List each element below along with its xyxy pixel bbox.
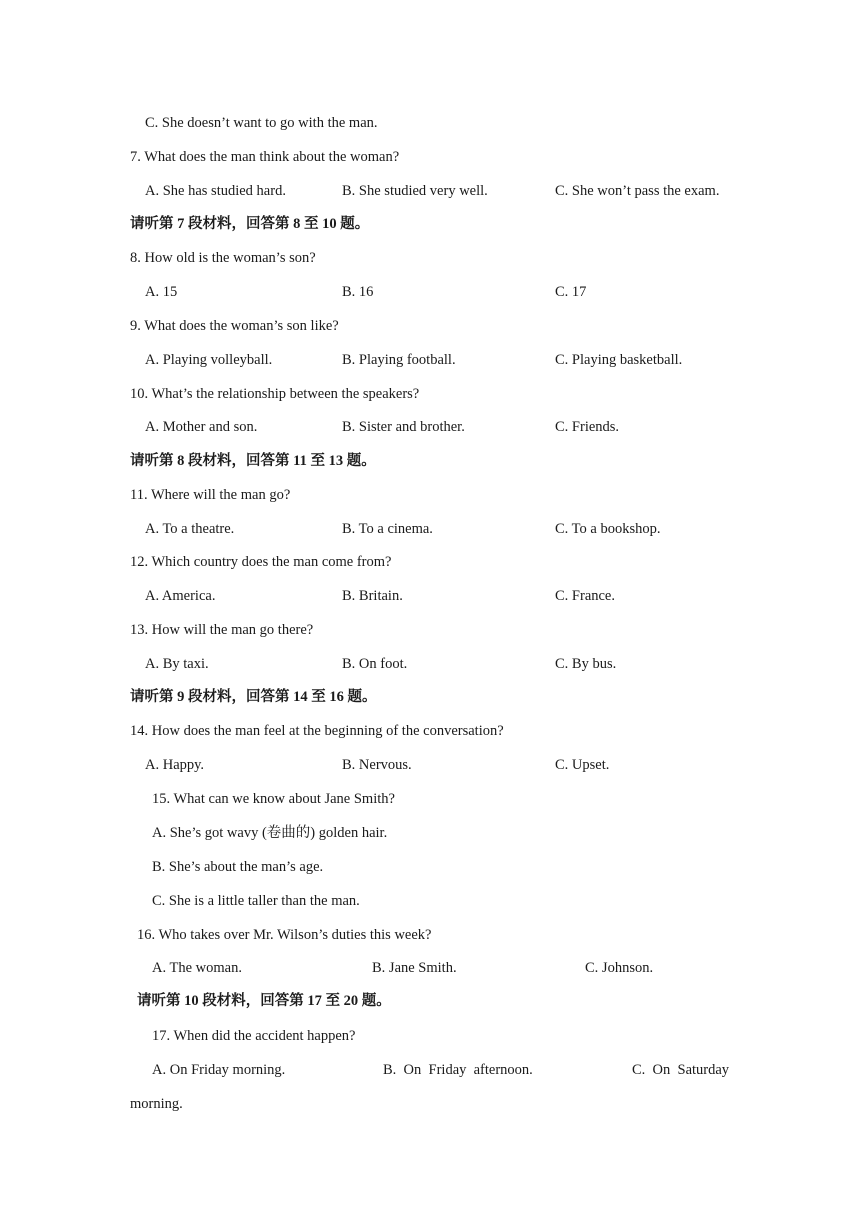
line-text: C. She doesn’t want to go with the man. bbox=[145, 115, 378, 131]
answer-option: C. Friends. bbox=[555, 419, 620, 435]
answer-option: A. Happy. bbox=[145, 757, 205, 773]
line-text: 9. What does the woman’s son like? bbox=[130, 318, 339, 334]
line-text: 请听第 9 段材料，回答第 14 至 16 题。 bbox=[130, 689, 377, 705]
line-text: 11. Where will the man go? bbox=[130, 487, 291, 503]
answer-option: B. Britain. bbox=[342, 588, 403, 604]
answer-option: A. America. bbox=[145, 588, 216, 604]
line-text: C. She is a little taller than the man. bbox=[152, 893, 360, 909]
line-text: 14. How does the man feel at the beginning of the conversation? bbox=[130, 723, 504, 739]
answer-option: A. 15 bbox=[145, 284, 178, 300]
answer-option: B. Sister and brother. bbox=[342, 419, 465, 435]
answer-option: A. On Friday morning. bbox=[152, 1062, 286, 1078]
line-text: 15. What can we know about Jane Smith? bbox=[152, 791, 395, 807]
line-text: 7. What does the man think about the woman? bbox=[130, 149, 400, 165]
answer-option: C. On Saturday bbox=[632, 1062, 730, 1078]
answer-option: A. To a theatre. bbox=[145, 521, 235, 537]
answer-option: C. France. bbox=[555, 588, 615, 604]
answer-option: C. Upset. bbox=[555, 757, 610, 773]
line-text: 8. How old is the woman’s son? bbox=[130, 250, 316, 266]
answer-option: B. To a cinema. bbox=[342, 521, 433, 537]
line-text: 17. When did the accident happen? bbox=[152, 1028, 356, 1044]
line-text: B. She’s about the man’s age. bbox=[152, 859, 324, 875]
answer-option: B. 16 bbox=[342, 284, 374, 300]
answer-option: C. To a bookshop. bbox=[555, 521, 661, 537]
line-text: 10. What’s the relationship between the speakers? bbox=[130, 386, 420, 402]
line-text: 请听第 8 段材料，回答第 11 至 13 题。 bbox=[130, 453, 376, 469]
answer-option: C. Playing basketball. bbox=[555, 352, 683, 368]
line-text: A. She’s got wavy (卷曲的) golden hair. bbox=[152, 825, 388, 841]
line-text: 请听第 10 段材料，回答第 17 至 20 题。 bbox=[137, 993, 391, 1009]
answer-option: C. 17 bbox=[555, 284, 587, 300]
answer-option: B. Playing football. bbox=[342, 352, 456, 368]
line-text: 12. Which country does the man come from? bbox=[130, 554, 392, 570]
answer-option: C. She won’t pass the exam. bbox=[555, 183, 720, 199]
answer-option: B. Nervous. bbox=[342, 757, 412, 773]
answer-option: A. Playing volleyball. bbox=[145, 352, 273, 368]
line-text: 16. Who takes over Mr. Wilson’s duties this week? bbox=[137, 927, 432, 943]
answer-option: A. She has studied hard. bbox=[145, 183, 286, 199]
answer-option: C. By bus. bbox=[555, 656, 617, 672]
line-text: 13. How will the man go there? bbox=[130, 622, 314, 638]
answer-option: A. By taxi. bbox=[145, 656, 209, 672]
answer-option: B. Jane Smith. bbox=[372, 960, 457, 976]
answer-option: B. She studied very well. bbox=[342, 183, 488, 199]
answer-option: A. The woman. bbox=[152, 960, 242, 976]
answer-option: C. Johnson. bbox=[585, 960, 654, 976]
line-text: morning. bbox=[130, 1096, 183, 1112]
answer-option: A. Mother and son. bbox=[145, 419, 258, 435]
line-text: 请听第 7 段材料，回答第 8 至 10 题。 bbox=[130, 216, 370, 232]
answer-option: B. On foot. bbox=[342, 656, 408, 672]
answer-option: B. On Friday afternoon. bbox=[383, 1062, 533, 1078]
